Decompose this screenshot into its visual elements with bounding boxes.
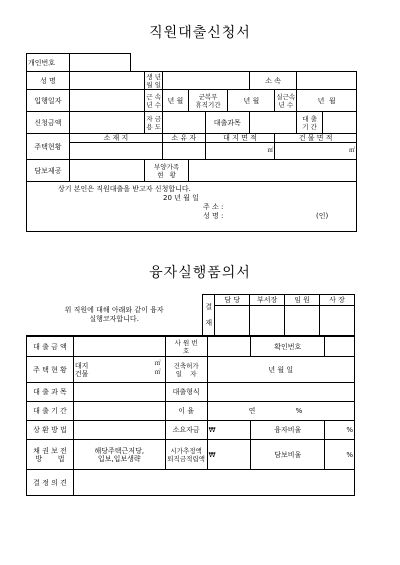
military-label: 군복무 휴직기간 — [188, 90, 228, 112]
land-building-value[interactable]: 대지 건물 ㎡ ㎡ — [73, 357, 165, 383]
repayment-label: 상 환 방 법 — [27, 421, 74, 440]
loan-type-value[interactable] — [207, 383, 354, 402]
form1-title: 직원대출신청서 — [149, 25, 251, 41]
loan-execution-table — [26, 336, 355, 496]
approval-table — [26, 294, 355, 336]
loan-subject-value[interactable] — [249, 112, 296, 134]
required-fund-label: 소요자금 — [165, 421, 207, 440]
loan-type-label: 대출형식 — [165, 383, 207, 402]
loan-period-value[interactable] — [322, 112, 356, 134]
loan-period2-value[interactable] — [73, 402, 165, 421]
housing2-label: 주 택 현 황 — [27, 357, 74, 383]
approval-col-exec: 임 원 — [285, 295, 320, 306]
amount-label: 신청금액 — [27, 112, 70, 134]
housing-col-owner: 소 유 자 — [163, 134, 206, 143]
bond-option-2[interactable]: 시가추정액 퇴직금적립액 — [165, 440, 207, 470]
loan-application-table — [26, 53, 357, 232]
building-permit-value[interactable]: 년 월 일 — [207, 357, 354, 383]
housing-col-land: 대 지 면 적 — [205, 134, 275, 143]
loan-period2-label: 대 출 기 간 — [27, 402, 74, 421]
execution-request-text: 위 직원에 대해 아래와 같이 융자 실행코자합니다. — [26, 295, 203, 336]
fund-use-value[interactable] — [163, 112, 206, 134]
loan-subject2-label: 대 출 과 목 — [27, 383, 74, 402]
address-label: 주 소 : — [203, 203, 224, 211]
loan-subject-label: 대출과목 — [205, 112, 249, 134]
housing-owner-value[interactable] — [163, 143, 206, 160]
dependents-value[interactable] — [188, 160, 356, 182]
interest-label: 이 율 — [165, 402, 207, 421]
declaration-text: 상기 본인은 직원대출을 받고자 신청합니다. — [58, 185, 191, 193]
approval-sign-head[interactable] — [250, 306, 285, 336]
amount-value[interactable] — [69, 112, 145, 134]
seal-mark: (인) — [316, 212, 329, 220]
collateral-ratio-value[interactable]: % — [325, 440, 355, 470]
dept-label: 소 속 — [249, 72, 296, 90]
actual-service-value[interactable]: 년 월 — [297, 90, 357, 112]
collateral-label: 담보제공 — [27, 160, 70, 182]
employee-no-value[interactable] — [207, 337, 251, 357]
application-date: 20 년 월 일 — [163, 194, 199, 202]
name-value[interactable] — [69, 72, 145, 90]
dependents-label: 부양가족 현 황 — [145, 160, 188, 182]
signer-name-label: 성 명 : — [203, 212, 224, 220]
housing-land-value[interactable]: ㎡ — [205, 143, 275, 160]
birth-value[interactable] — [163, 72, 250, 90]
birth-label: 생 년 월 일 — [146, 72, 162, 89]
fund-use-label: 자 금 용 도 — [145, 112, 163, 134]
bond-option-1[interactable]: 해당주택근저당, 입보,입보생략 — [73, 440, 165, 470]
housing-building-value[interactable]: ㎡ — [275, 143, 357, 160]
decision-label: 결 정 의 견 — [27, 470, 74, 496]
building-permit-label: 건축허가 일 자 — [165, 357, 207, 383]
approval-col-president: 사 장 — [320, 295, 355, 306]
hire-date-label: 입행일자 — [27, 90, 70, 112]
loan-amount-value[interactable] — [73, 337, 165, 357]
approval-sign-staff[interactable] — [215, 306, 250, 336]
personal-no-value[interactable] — [69, 54, 130, 72]
bond-method-label: 채 권 보 전 방 법 — [27, 440, 74, 470]
housing-col-location: 소 재 지 — [69, 134, 162, 143]
approval-col-head: 부서장 — [250, 295, 285, 306]
service-years-label: 근 속 년 수 — [145, 90, 163, 112]
estimate-value[interactable]: ₩ — [207, 440, 251, 470]
actual-service-label: 실근속 년 수 — [275, 90, 297, 112]
finance-ratio-value[interactable]: % — [325, 421, 355, 440]
required-fund-value[interactable]: ₩ — [207, 421, 251, 440]
personal-no-label: 개인번호 — [27, 54, 70, 72]
loan-period-label: 대 출 기 간 — [297, 112, 323, 134]
dept-value[interactable] — [297, 72, 357, 90]
repayment-value[interactable] — [73, 421, 165, 440]
housing-label: 주택현황 — [27, 134, 70, 160]
finance-ratio-label: 융자비율 — [251, 421, 325, 440]
housing-col-building: 건 물 면 적 — [275, 134, 357, 143]
confirm-no-label: 확인번호 — [251, 337, 325, 357]
decision-value[interactable] — [73, 470, 354, 496]
approval-sign-president[interactable] — [320, 306, 355, 336]
service-years-value[interactable]: 년 월 — [163, 90, 189, 112]
form2-title: 융자실행품의서 — [149, 265, 251, 281]
collateral-value[interactable] — [69, 160, 145, 182]
military-value[interactable]: 년 월 — [228, 90, 275, 112]
approval-col-staff: 담 당 — [215, 295, 250, 306]
approval-sign-exec[interactable] — [285, 306, 320, 336]
employee-no-label: 사 원 번 호 — [165, 337, 207, 357]
loan-subject2-value[interactable] — [73, 383, 165, 402]
confirm-no-value[interactable] — [325, 337, 355, 357]
approval-label: 결 재 — [203, 295, 215, 336]
name-label: 성 명 — [27, 72, 70, 90]
hire-date-value[interactable] — [69, 90, 145, 112]
interest-value[interactable]: 연 % — [207, 402, 354, 421]
collateral-ratio-label: 담보비율 — [251, 440, 325, 470]
loan-amount-label: 대 출 금 액 — [27, 337, 74, 357]
housing-location-value[interactable] — [69, 143, 162, 160]
